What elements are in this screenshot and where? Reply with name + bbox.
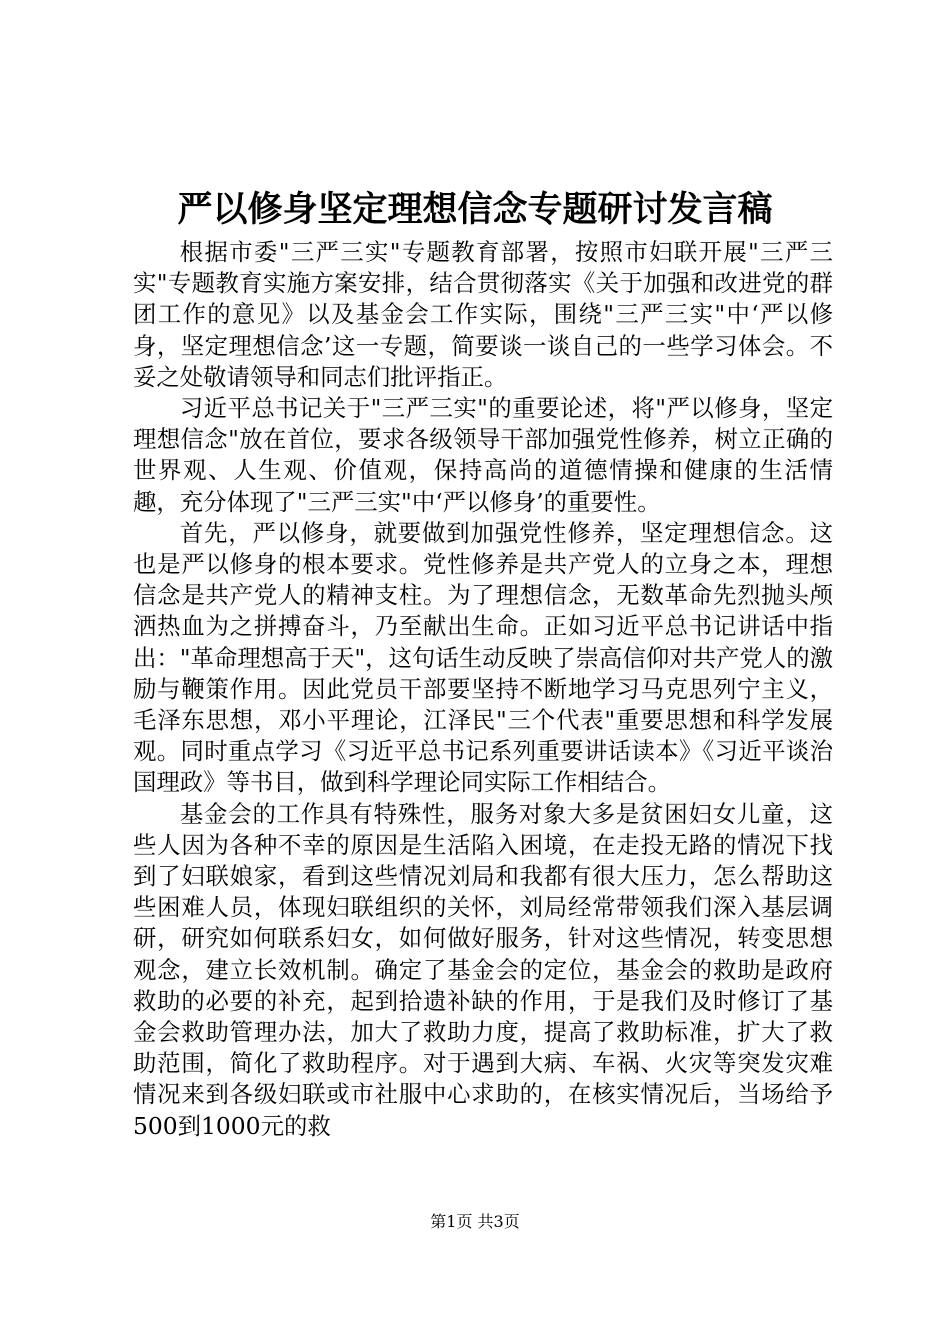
paragraph-1: 根据市委"三严三实"专题教育部署，按照市妇联开展"三严三实"专题教育实施方案安排，结合贯彻落实《关于加强和改进党的群团工作的意见》以及基金会工作实际，围绕"三严三实"中‘严以修身，坚定理想信念’这一专题，简要谈一谈自己的一些学习体会。不妥之处敬请领导和同志们批评指正。: [133, 238, 833, 391]
document-body: [133, 237, 833, 1142]
paragraph-2: 习近平总书记关于"三严三实"的重要论述，将"严以修身，坚定理想信念"放在首位，要求各级领导干部加强党性修养，树立正确的世界观、人生观、价值观，保持高尚的道德情操和健康的生活情趣，充分体现了"三严三实"中‘严以修身’的重要性。: [133, 394, 833, 516]
page-footer: 第1页 共3页: [430, 1212, 520, 1231]
paragraph-4: 基金会的工作具有特殊性，服务对象大多是贫困妇女儿童，这些人因为各种不幸的原因是生活陷入困境，在走投无路的情况下找到了妇联娘家，看到这些情况刘局和我都有很大压力，怎么帮助这些困难人员，体现妇联组织的关怀，刘局经常带领我们深入基层调研，研究如何联系妇女，如何做好服务，针对这些情况，转变思想观念，建立长效机制。确定了基金会的定位，基金会的救助是政府救助的必要的补充，起到拾遗补缺的作用，于是我们及时修订了基金会救助管理办法，加大了救助力度，提高了救助标准，扩大了救助范围，简化了救助程序。对于遇到大病、车祸、火灾等突发灾难情况来到各级妇联或市社服中心求助的，在核实情况后，当场给予500到1000元的救: [133, 799, 833, 1140]
paragraph-3: 首先，严以修身，就要做到加强党性修养，坚定理想信念。这也是严以修身的根本要求。党性修养是共产党人的立身之本，理想信念是共产党人的精神支柱。为了理想信念，无数革命先烈抛头颅洒热血为之拼搏奋斗，乃至献出生命。正如习近平总书记讲话中指出："革命理想高于天"，这句话生动反映了崇高信仰对共产党人的激励与鞭策作用。因此党员干部要坚持不断地学习马克思列宁主义，毛泽东思想，邓小平理论，江泽民"三个代表"重要思想和科学发展观。同时重点学习《习近平总书记系列重要讲话读本》《习近平谈治国理政》等书目，做到科学理论同实际工作相结合。: [133, 518, 833, 797]
document-title: 严以修身坚定理想信念专题研讨发言稿: [177, 189, 773, 230]
